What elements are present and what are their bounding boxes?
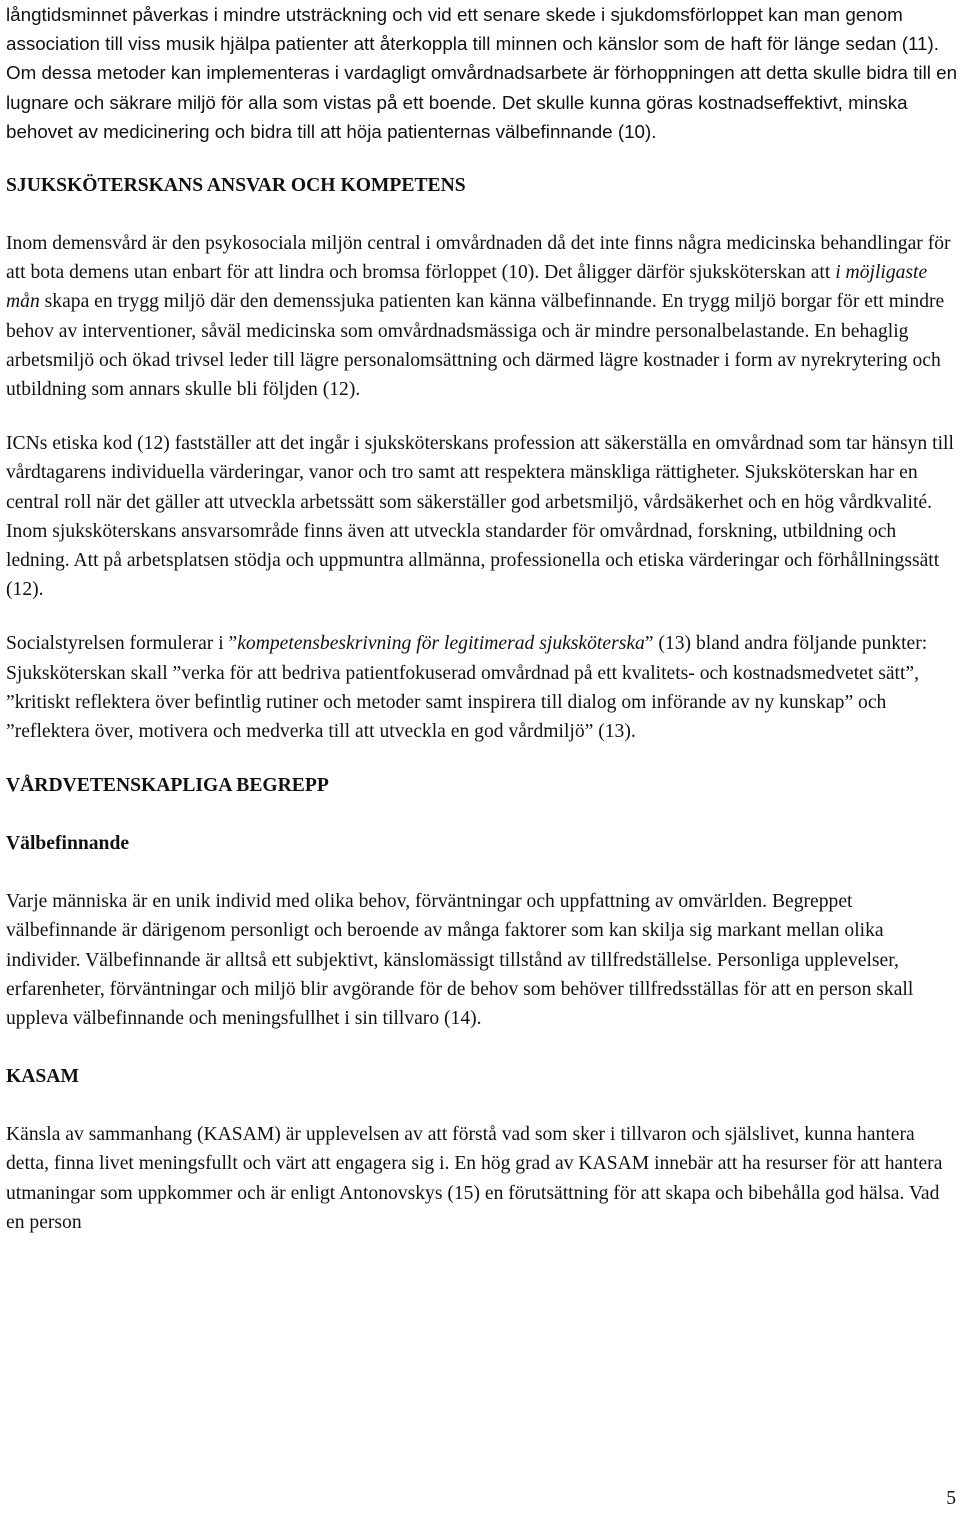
heading-wellbeing: Välbefinnande (6, 833, 130, 855)
paragraph-dementia-care-part-b: skapa en trygg miljö där den demenssjuka patienten kan känna välbefinnande. En trygg miljö borgar för ett mindre behov av interventioner, såväl medicinska som omvårdnadsmässiga och är mindre personalbelastande. En behaglig arbetsmiljö och ökad trivsel leder till lägre personalomsättning och därmed lägre kostnader i form av nyrekrytering och utbildning som annars skulle bli följden (12). (6, 291, 945, 401)
paragraph-socialstyrelsen-title: kompetensbeskrivning för legitimerad sjuksköterska (237, 633, 645, 655)
paragraph-kasam: Känsla av sammanhang (KASAM) är upplevelsen av att förstå vad som sker i tillvaron och själslivet, kunna hantera detta, finna livet meningsfullt och värt att engagera sig i. En hög grad av KASAM innebär att ha resurser för att hantera utmaningar som uppkommer och är enligt Antonovskys (15) en förutsättning för att skapa och bibehålla god hälsa. Vad en person (6, 1124, 943, 1233)
heading-nursing-concepts: VÅRDVETENSKAPLIGA BEGREPP (6, 775, 329, 797)
paragraph-dementia-care-part-a: Inom demensvård är den psykosociala miljön central i omvårdnaden då det inte finns några medicinska behandlingar för att bota demens utan enbart för att lindra och bromsa förloppet (10). Det åligger därför sjuksköterskan att (6, 233, 951, 284)
paragraph-music-memory-part-a: långtidsminnet påverkas i mindre utsträckning och vid ett senare skede i sjukdomsförloppet kan man genom association till viss musik hjälpa patienter att återkoppla till minnen och känslor som de haft för länge sedan (11). (6, 4, 939, 55)
paragraph-wellbeing: Varje människa är en unik individ med olika behov, förväntningar och uppfattning av omvärlden. Begreppet välbefinnande är därigenom personligt och beroende av många faktorer som kan skilja sig markant mellan olika individer. Välbefinnande är alltså ett subjektivt, känslomässigt tillstånd av tillfredställelse. Personliga upplevelser, erfarenheter, förväntningar och miljö blir avgörande för de behov som behöver tillfredsställas för att en person skall uppleva välbefinnande och meningsfullhet i sin tillvaro (14). (6, 891, 914, 1030)
paragraph-music-memory (6, 0, 958, 146)
paragraph-icn-code: ICNs etiska kod (12) fastställer att det ingår i sjuksköterskans profession att säkerställa en omvårdnad som tar hänsyn till vårdtagarens individuella värderingar, vanor och tro samt att respektera mänskliga rättigheter. Sjuksköterskan har en central roll när det gäller att utveckla arbetssätt som säkerställer god arbetsmiljö, vårdsäkerhet och en hög vårdkvalité. Inom sjuksköterskans ansvarsområde finns även att utveckla standarder för omvårdnad, forskning, utbildning och ledning. Att på arbetsplatsen stödja och uppmuntra allmänna, professionella och etiska värderingar och förhållningssätt (12). (6, 433, 954, 601)
paragraph-dementia-care-emphasis: i möjligaste mån (6, 262, 928, 313)
heading-kasam: KASAM (6, 1066, 79, 1088)
paragraph-socialstyrelsen (6, 629, 958, 746)
paragraph-dementia-care (6, 229, 958, 404)
page-number: 5 (946, 1488, 956, 1509)
heading-nurse-responsibility: SJUKSKÖTERSKANS ANSVAR OCH KOMPETENS (6, 175, 466, 197)
paragraph-socialstyrelsen-part-a: Socialstyrelsen formulerar i ” (6, 633, 238, 655)
paragraph-music-memory-part-b: Om dessa metoder kan implementeras i vardagligt omvårdnadsarbete är förhoppningen att detta skulle bidra till en lugnare och säkrare miljö för alla som vistas på ett boende. Det skulle kunna göras kostnadseffektivt, minska behovet av medicinering och bidra till att höja patienternas välbefinnande (10). (6, 62, 958, 142)
paragraph-socialstyrelsen-part-b: ” (13) bland andra följande punkter: Sjuksköterskan skall ”verka för att bedriva patientfokuserad omvårdnad på ett kvalitets- och kostnadsmedvetet sätt”, ”kritiskt reflektera över befintlig rutiner och metoder samt inspirera till dialog om införande av ny kunskap” och ”reflektera över, motivera och medverka till att utveckla en god vårdmiljö” (13). (6, 633, 928, 743)
document-page (6, 0, 958, 1237)
